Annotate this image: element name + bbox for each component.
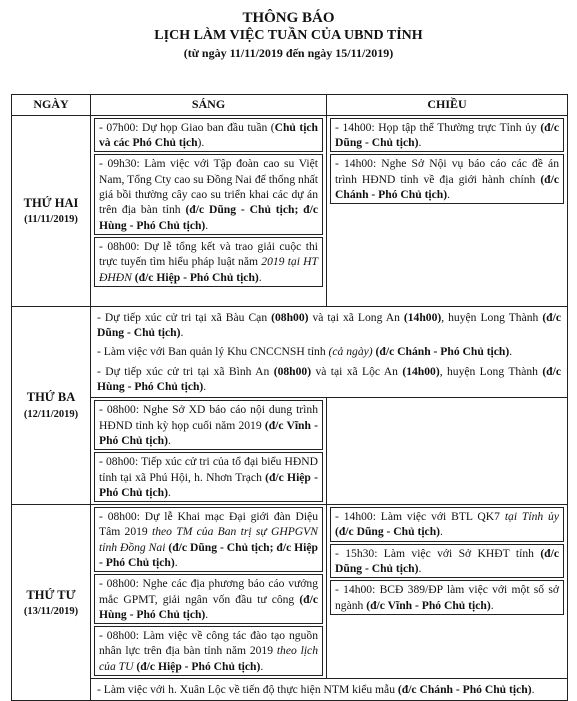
afternoon-cell: [327, 505, 568, 679]
schedule-table: [11, 94, 568, 701]
schedule-item: - 08h00: Tiếp xúc cử tri của tổ đại biểu HĐND tỉnh tại xã Phú Hội, h. Nhơn Trạch (đ/c Hiệp - Phó Chủ tịch).: [94, 452, 323, 502]
schedule-item: - 07h00: Dự họp Giao ban đầu tuần (Chủ tịch và các Phó Chủ tịch).: [94, 118, 323, 153]
schedule-item: - Làm việc với h. Xuân Lộc về tiến độ thực hiện NTM kiểu mẫu (đ/c Chánh - Phó Chủ tịch).: [97, 683, 535, 697]
schedule-item: - 15h30: Làm việc với Sở KHĐT tỉnh (đ/c Dũng - Chủ tịch).: [330, 544, 564, 579]
day-name: THỨ TƯ: [26, 587, 76, 602]
day-date: (11/11/2019): [24, 214, 78, 226]
day-date: (12/11/2019): [23, 408, 79, 420]
day-cell: [12, 306, 91, 504]
full-day-cell: [91, 306, 568, 397]
table-row-tuesday: [12, 306, 568, 397]
schedule-item: - 09h30: Làm việc với Tập đoàn cao su Việt Nam, Tổng Cty cao su Đồng Nai để thống nhất giá bồi thường cây cao su triển khai các dự án trên địa bàn tỉnh (đ/c Dũng - Chủ tịch; đ/c Hùng - Phó Chủ tịch).: [94, 154, 323, 234]
morning-cell: [91, 115, 327, 306]
schedule-item: - 08h00: Dự lễ Khai mạc Đại giới đàn Diệu Tâm 2019 theo TM của Ban trị sự GHPGVN tỉnh Đồng Nai (đ/c Dũng - Chủ tịch; đ/c Hiệp - Phó Chủ tịch).: [94, 507, 323, 572]
table-row-tuesday-split: [12, 398, 568, 505]
schedule-item: - Dự tiếp xúc cử tri tại xã Bàu Cạn (08h00) và tại xã Long An (14h00), huyện Long Thành (đ/c Dũng - Chủ tịch).: [97, 310, 561, 340]
day-cell: [12, 115, 91, 306]
schedule-item: - 08h00: Nghe các địa phương báo cáo vướng mắc GPMT, giải ngân vốn đầu tư công (đ/c Hùng - Phó Chủ tịch).: [94, 574, 323, 624]
full-day-cell: [91, 679, 568, 701]
schedule-item: - 14h00: BCĐ 389/ĐP làm việc với một số sở ngành (đ/c Vĩnh - Phó Chủ tịch).: [330, 580, 564, 615]
morning-cell: [91, 505, 327, 679]
schedule-item: - 14h00: Làm việc với BTL QK7 tại Tỉnh ủy (đ/c Dũng - Chủ tịch).: [330, 507, 564, 542]
col-afternoon: CHIỀU: [327, 95, 568, 116]
table-row-wednesday-span: [12, 679, 568, 701]
schedule-item: - Dự tiếp xúc cử tri tại xã Bình An (08h00) và tại xã Lộc An (14h00), huyện Long Thành (đ/c Hùng - Phó Chủ tịch).: [97, 364, 561, 394]
afternoon-cell: [327, 398, 568, 505]
afternoon-cell: [327, 115, 568, 306]
day-cell: [12, 505, 91, 701]
table-header-row: [12, 95, 568, 116]
doc-date-range: (từ ngày 11/11/2019 đến ngày 15/11/2019): [183, 46, 394, 60]
morning-cell: [91, 398, 327, 505]
day-name: THỨ HAI: [23, 195, 79, 210]
doc-title: THÔNG BÁO: [242, 10, 335, 26]
schedule-item: - 14h00: Họp tập thể Thường trực Tỉnh ủy (đ/c Dũng - Chủ tịch).: [330, 118, 564, 153]
day-name: THỨ BA: [26, 390, 76, 405]
col-day: NGÀY: [12, 95, 91, 116]
schedule-item: - Làm việc với Ban quản lý Khu CNCCNSH tỉnh (cả ngày) (đ/c Chánh - Phó Chủ tịch).: [97, 345, 513, 359]
table-row-monday: [12, 115, 568, 306]
schedule-item: - 08h00: Nghe Sở XD báo cáo nội dung trình HĐND tỉnh kỳ họp cuối năm 2019 (đ/c Vĩnh - Phó Chủ tịch).: [94, 400, 323, 450]
col-morning: SÁNG: [91, 95, 327, 116]
schedule-item: - 08h00: Dự lễ tổng kết và trao giải cuộc thi trực tuyến tìm hiểu pháp luật năm 2019 tại HT ĐHĐN (đ/c Hiệp - Phó Chủ tịch).: [94, 237, 323, 287]
schedule-item: - 08h00: Làm việc về công tác đào tạo nguồn nhân lực trên địa bàn tỉnh năm 2019 theo lịch của TU (đ/c Hiệp - Phó Chủ tịch).: [94, 626, 323, 676]
day-date: (13/11/2019): [23, 606, 79, 618]
schedule-item: - 14h00: Nghe Sở Nội vụ báo cáo các đề án trình HĐND tỉnh về địa giới hành chính (đ/c Chánh - Phó Chủ tịch).: [330, 154, 564, 204]
table-row-wednesday: [12, 505, 568, 679]
doc-subtitle: LỊCH LÀM VIỆC TUẦN CỦA UBND TỈNH: [154, 28, 423, 43]
